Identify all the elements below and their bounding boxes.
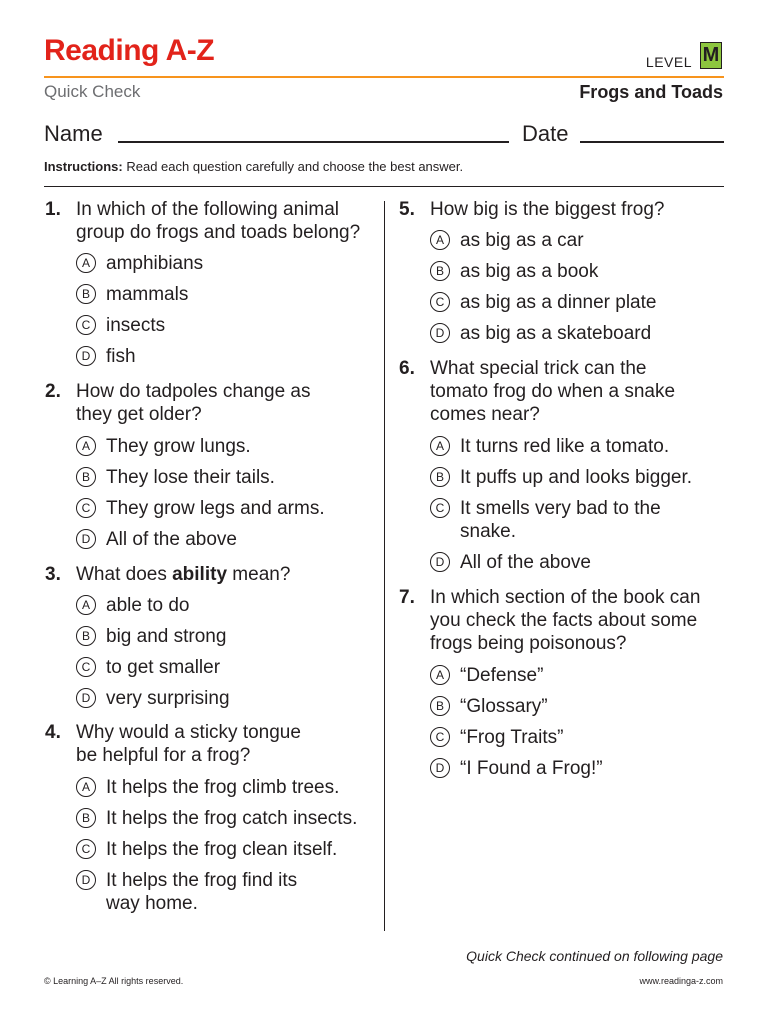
answer-bubble[interactable]: B [76,808,96,828]
answer-bubble[interactable]: A [76,253,96,273]
answer-text: as big as a dinner plate [460,292,657,313]
book-title: Frogs and Toads [579,82,723,102]
question-text [76,721,301,767]
answer-text: It smells very bad to the snake. [460,498,661,542]
level-label: LEVEL [645,54,692,70]
answer-bubble[interactable]: C [430,498,450,518]
answer-text: It helps the frog catch insects. [106,808,358,829]
question-text-line: you check the facts about some [430,610,698,631]
question-text [430,586,700,655]
answer-text: mammals [106,284,189,305]
question-text-line: How do tadpoles change as [76,381,311,402]
question-text-line: group do frogs and toads belong? [76,222,361,243]
question-text-line: In which of the following animal [76,199,339,220]
column-divider [384,201,385,931]
answer-text: It puffs up and looks bigger. [460,467,693,488]
answer-text: “I Found a Frog!” [460,758,603,779]
answer-text: They lose their tails. [106,467,275,488]
website: www.readinga-z.com [639,976,723,986]
answer-bubble[interactable]: B [430,467,450,487]
answer-text: insects [106,315,166,336]
answer-text: They grow legs and arms. [106,498,325,519]
header-rule [44,76,724,78]
question-text-line: How big is the biggest frog? [430,199,665,220]
answer-bubble[interactable]: D [430,323,450,343]
question-number: 1. [45,199,61,220]
continued-note: Quick Check continued on following page [466,948,723,964]
instructions-text: Read each question carefully and choose the best answer. [122,159,464,174]
question-text [76,563,290,586]
question-text-line: Why would a sticky tongue [76,722,301,743]
answer-text: as big as a book [460,261,599,282]
answer-bubble[interactable]: A [430,665,450,685]
answer-text: It turns red like a tomato. [460,436,670,457]
date-field[interactable] [580,141,724,143]
answer-bubble[interactable]: D [76,688,96,708]
question-text-line: tomato frog do when a snake [430,381,676,402]
answer-bubble[interactable]: C [76,657,96,677]
answer-bubble[interactable]: A [430,230,450,250]
answer-bubble[interactable]: D [76,346,96,366]
question-number: 6. [399,358,415,379]
answer-text: to get smaller [106,657,221,678]
question-text-line: comes near? [430,404,540,425]
answer-text: “Glossary” [460,696,548,717]
question-text-line: In which section of the book can [430,587,701,608]
answer-text: big and strong [106,626,227,647]
name-field[interactable] [118,141,509,143]
answer-text: It helps the frog climb trees. [106,777,340,798]
answer-text: All of the above [460,552,591,573]
answer-bubble[interactable]: B [430,696,450,716]
answer-text: They grow lungs. [106,436,251,457]
answer-bubble[interactable]: D [76,529,96,549]
copyright: © Learning A–Z All rights reserved. [44,976,184,986]
answer-text: It helps the frog find its way home. [106,870,298,914]
answer-bubble[interactable]: C [430,727,450,747]
instructions-label: Instructions: [44,159,123,174]
answer-text: as big as a car [460,230,584,251]
answer-bubble[interactable]: B [76,284,96,304]
answer-text: “Defense” [460,665,544,686]
answer-bubble[interactable]: C [76,498,96,518]
answer-text: very surprising [106,688,230,709]
answer-text: It helps the frog clean itself. [106,839,338,860]
answer-bubble[interactable]: D [430,758,450,778]
question-text [76,380,311,426]
question-text-line: they get older? [76,404,202,425]
reading-az-logo: Reading A-Z [44,34,215,67]
question-number: 2. [45,381,61,402]
question-text [430,198,664,221]
question-number: 3. [45,564,61,585]
question-text [76,198,360,244]
question-number: 7. [399,587,415,608]
answer-bubble[interactable]: A [76,777,96,797]
answer-text: as big as a skateboard [460,323,652,344]
answer-bubble[interactable]: C [76,839,96,859]
vocabulary-word: ability [172,564,228,585]
question-number: 4. [45,722,61,743]
answer-text: amphibians [106,253,204,274]
answer-bubble[interactable]: B [76,467,96,487]
answer-text: “Frog Traits” [460,727,564,748]
answer-bubble[interactable]: D [430,552,450,572]
answer-bubble[interactable]: B [430,261,450,281]
answer-text: able to do [106,595,190,616]
answer-bubble[interactable]: C [76,315,96,335]
question-text-line: What does ability mean? [76,564,291,585]
question-text-line: be helpful for a frog? [76,745,251,766]
quick-check-subtitle: Quick Check [44,82,141,101]
instructions [44,159,463,174]
question-number: 5. [399,199,415,220]
answer-bubble[interactable]: A [76,436,96,456]
level-badge: M [700,42,722,69]
answer-bubble[interactable]: B [76,626,96,646]
answer-text: All of the above [106,529,237,550]
question-text-line: What special trick can the [430,358,647,379]
name-label: Name [44,121,103,146]
answer-text: fish [106,346,136,367]
answer-bubble[interactable]: A [430,436,450,456]
question-text-line: frogs being poisonous? [430,633,627,654]
answer-bubble[interactable]: D [76,870,96,890]
date-label: Date [522,121,569,146]
instructions-rule [44,186,724,187]
answer-bubble[interactable]: C [430,292,450,312]
question-text [430,357,675,426]
answer-bubble[interactable]: A [76,595,96,615]
